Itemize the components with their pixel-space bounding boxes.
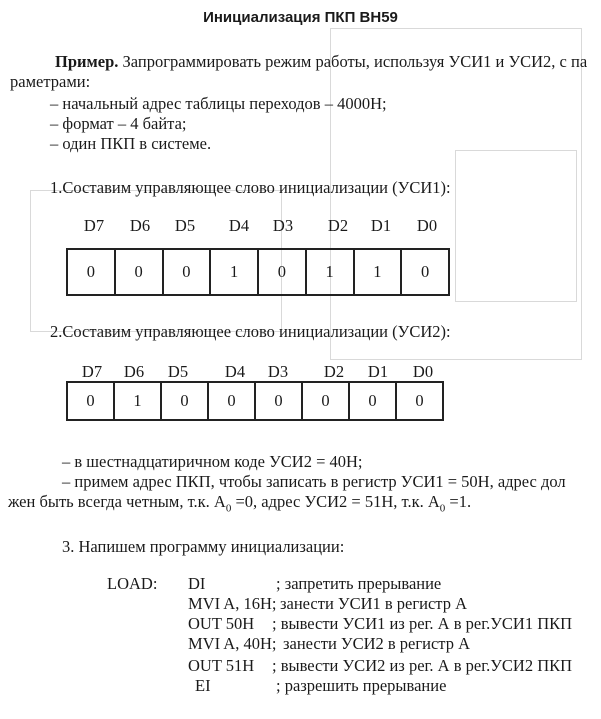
bit-header: D0 [412,362,434,381]
usi2-bit-cell: 0 [67,382,114,420]
usi2-bit-cell: 1 [114,382,161,420]
subscript: 0 [225,502,232,515]
bit-header: D6 [129,216,151,235]
code-comment: ; вывести УСИ1 из рег. А в рег.УСИ1 ПКП [272,614,573,633]
code-comment: занести УСИ1 в регистр А [280,594,467,613]
usi1-register-table [66,248,450,296]
code-instruction: OUT 51H [188,656,255,675]
step2-heading: 2.Составим управляющее слово инициализации (УСИ2): [50,322,451,341]
usi2-register-table [66,381,444,421]
usi1-bit-cell: 1 [306,249,354,295]
code-label: LOAD: [107,574,158,593]
bit-header: D6 [123,362,145,381]
usi1-bit-cell: 0 [258,249,306,295]
code-comment: ; вывести УСИ2 из рег. А в рег.УСИ2 ПКП [272,656,573,675]
usi1-bit-cell: 0 [163,249,211,295]
address-text: =1. [445,492,472,511]
bleed-through-frame [455,150,577,302]
example-continuation: раметрами: [10,72,91,91]
bit-header: D7 [83,216,105,235]
step3-heading: 3. Напишем программу инициализации: [62,537,345,556]
usi1-bit-cell: 1 [210,249,258,295]
usi2-bit-cell: 0 [208,382,255,420]
subscript: 0 [439,502,446,515]
example-line [55,52,587,72]
usi1-bit-cell: 0 [401,249,449,295]
bit-header: D5 [174,216,196,235]
usi1-bit-cell: 0 [67,249,115,295]
code-instruction: MVI A, 40H; [188,634,277,653]
usi1-bit-cell: 0 [115,249,163,295]
usi2-bit-cell: 0 [161,382,208,420]
code-instruction: OUT 50H [188,614,255,633]
bit-header: D2 [323,362,345,381]
address-text: =0, адрес УСИ2 = 51Н, т.к. А [231,492,440,511]
bit-header: D3 [272,216,294,235]
step1-heading: 1.Составим управляющее слово инициализации (УСИ1): [50,178,451,197]
code-comment: ; запретить прерывание [276,574,442,593]
address-line-2 [8,492,471,518]
bit-header: D5 [167,362,189,381]
code-instruction: MVI A, 16H; [188,594,277,613]
code-comment: занести УСИ2 в регистр А [283,634,470,653]
bit-header: D4 [228,216,250,235]
table-row [67,249,449,295]
usi2-bit-cell: 0 [349,382,396,420]
code-comment: ; разрешить прерывание [276,676,447,695]
code-instruction: EI [195,676,211,695]
address-text: жен быть всегда четным, т.к. А [8,492,226,511]
example-label: Пример. [55,52,119,71]
example-text: Запрограммировать режим работы, используя УСИ1 и УСИ2, с па [118,52,588,71]
bit-header: D0 [416,216,438,235]
address-line-1: – примем адрес ПКП, чтобы записать в регистр УСИ1 = 50Н, адрес дол [62,472,566,491]
param-format: – формат – 4 байта; [50,114,187,133]
param-count: – один ПКП в системе. [50,134,212,153]
param-start-address: – начальный адрес таблицы переходов – 4000Н; [50,94,387,113]
usi2-bit-cell: 0 [302,382,349,420]
bit-header: D1 [367,362,389,381]
table-row [67,382,443,420]
bit-header: D4 [224,362,246,381]
code-instruction: DI [188,574,206,593]
bit-header: D1 [370,216,392,235]
bit-header: D7 [81,362,103,381]
page-title: Инициализация ПКП ВН59 [203,9,398,26]
bit-header: D3 [267,362,289,381]
usi2-bit-cell: 0 [255,382,302,420]
bit-header: D2 [327,216,349,235]
hex-code-line: – в шестнадцатиричном коде УСИ2 = 40Н; [62,452,363,471]
usi1-bit-cell: 1 [354,249,402,295]
usi2-bit-cell: 0 [396,382,443,420]
